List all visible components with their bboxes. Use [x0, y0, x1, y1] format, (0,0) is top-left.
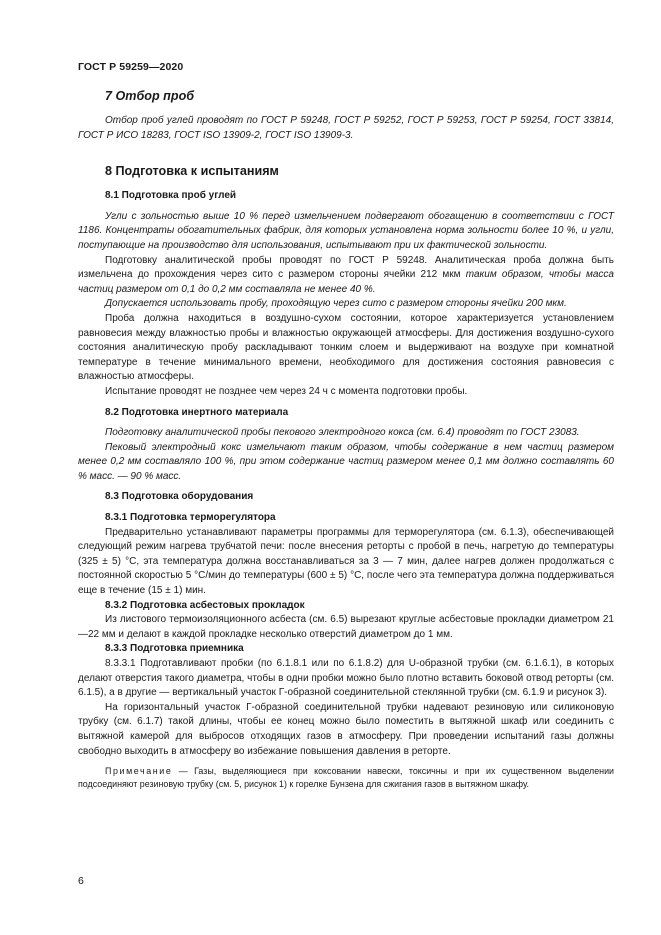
section-8-3-3-1-paragraph: 8.3.3.1 Подготавливают пробки (по 6.1.8.1 или по 6.1.8.2) для U-образной трубки (см. 6.1.6.1), в которых делают отверстия такого диаметра, чтобы в одни пробки можно было плотно вставить боковой отвод реторты (см. 6.1.5), а в другие — вертикальный участок Г-образной соединительной стеклянной трубки (см. 6.1.9 и рисунок 3).: [78, 658, 614, 699]
section-8-3-3-title: 8.3.3 Подготовка приемника: [105, 643, 244, 655]
section-8-1-title: 8.1 Подготовка проб углей: [105, 190, 237, 202]
section-8-1-paragraph-5: Испытание проводят не позднее чем через 24 ч с момента подготовки пробы.: [105, 385, 468, 397]
section-8-1-paragraph-2: [78, 254, 614, 298]
section-7-title: 7 Отбор проб: [105, 89, 195, 103]
document-code-header: ГОСТ Р 59259—2020: [78, 61, 184, 73]
section-8-3-1-paragraph: Предварительно устанавливают параметры программы для терморегулятора (см. 6.1.3), обеспечивающей следующий режим нагрева трубчатой печи: после внесения реторты с пробой в печь, нагретую до температуры (325 ± 5) °С, эта температура должна восстанавливаться за 3 — 7 мин, далее нагрев должен продолжаться с постоянной скоростью 5 °С/мин до температуры (600 ± 5) °С, после чего эта температура должна поддерживаться еще в течение (15 ± 1) мин.: [78, 526, 614, 597]
section-8-1-paragraph-1: Угли с зольностью выше 10 % перед измельчением подвергают обогащению в соответствии с ГОСТ 1186. Концентраты обогатительных фабрик, для которых установлена норма зольности более 10 %, и угли, поступающие на производство для использования, испытывают при их фактической зольности.: [78, 210, 614, 251]
section-8-3-3-paragraph-2: На горизонтальный участок Г-образной соединительной трубки надевают резиновую или силиконовую трубку (см. 6.1.7) такой длины, чтобы ее конец можно было поместить в вытяжной шкаф или соединить с вытяжной камерой для выбросов отходящих газов в атмосферу. При проведении испытаний газы должны свободно выходить в атмосферу во избежание повышения давления в реторте.: [78, 701, 614, 757]
section-8-3-title: 8.3 Подготовка оборудования: [105, 491, 254, 503]
note-paragraph: [78, 765, 614, 791]
section-8-1-paragraph-3: Допускается использовать пробу, проходящую через сито с размером стороны ячейки 200 мкм.: [105, 298, 567, 310]
section-8-3-2-title: 8.3.2 Подготовка асбестовых прокладок: [105, 599, 305, 611]
section-7-paragraph: Отбор проб углей проводят по ГОСТ Р 59248, ГОСТ Р 59252, ГОСТ Р 59253, ГОСТ Р 59254, ГОСТ 33814, ГОСТ Р ИСО 18283, ГОСТ ISO 13909-2, ГОСТ ISO 13909-3.: [78, 115, 614, 141]
section-8-1-paragraph-4: Проба должна находиться в воздушно-сухом состоянии, которое характеризуется установлением равновесия между влажностью пробы и влажностью окружающей атмосферы. Для достижения воздушно-сухого состояния аналитическую пробу раскладывают тонким слоем и выдерживают на воздухе при комнатной температуре в течение минимального времени, необходимого для достижения состояния равновесия с влажностью атмосферы.: [78, 312, 614, 383]
section-8-2-title: 8.2 Подготовка инертного материала: [105, 406, 289, 418]
section-8-2-paragraph-2: Пековый электродный кокс измельчают таким образом, чтобы содержание в нем частиц размером менее 0,2 мм составляло 100 %, при этом содержание частиц размером менее 0,1 мм должно составлять 60 % масс. — 90 % масс.: [78, 441, 614, 482]
section-8-1-paragraph-2-italic: таким образом, чтобы масса частиц размером от 0,1 до 0,2 мм составляла не менее 40 %.: [78, 269, 614, 295]
section-8-2-paragraph-1: Подготовку аналитической пробы пекового электродного кокса (см. 6.4) проводят по ГОСТ 23083.: [105, 427, 580, 439]
section-8-1-paragraph-2-regular: Подготовку аналитической пробы проводят по ГОСТ Р 59248. Аналитическая проба должна быть измельчена до прохождения через сито с размером стороны ячейки 212 мкм: [78, 254, 614, 281]
note-text: — Газы, выделяющиеся при коксовании навески, токсичны и при их существенном выделении подсоединяют резиновую трубку (см. 5, рисунок 1) к горелке Бунзена для сжигания газов в вытяжном шкафу.: [78, 766, 614, 790]
section-8-title: 8 Подготовка к испытаниям: [105, 164, 279, 179]
page-number: 6: [78, 875, 84, 887]
document-body: [78, 88, 614, 791]
note-label: Примечание: [105, 766, 173, 777]
section-8-3-2-paragraph: Из листового термоизоляционного асбеста (см. 6.5) вырезают круглые асбестовые прокладки диаметром 21—22 мм и делают в каждой прокладке несколько отверстий диаметром до 1 мм.: [78, 614, 614, 640]
section-8-3-1-title: 8.3.1 Подготовка терморегулятора: [105, 512, 276, 524]
